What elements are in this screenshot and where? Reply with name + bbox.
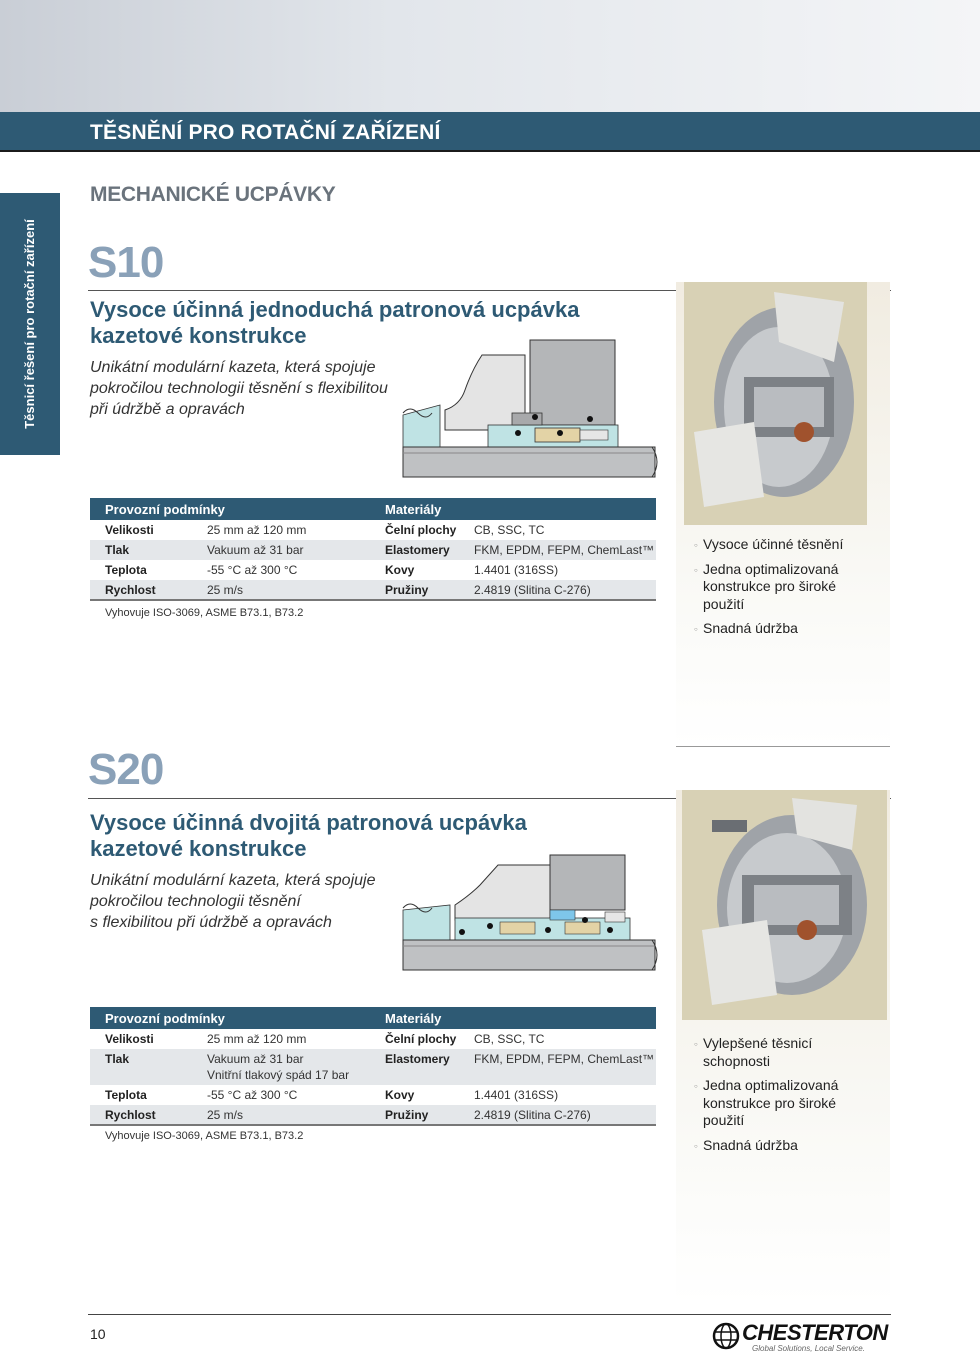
product-photo [682,790,887,1020]
spec-key: Velikosti [105,523,154,537]
list-item: ○ Snadná údržba [694,1137,864,1155]
description-line: při údržbě a opravách [90,401,245,418]
seal-cross-section-diagram [400,850,662,980]
spec-value: -55 °C až 300 °C [207,563,298,577]
product-photo [684,282,867,525]
side-tab[interactable] [0,193,60,455]
material-key: Čelní plochy [385,1032,457,1046]
spec-value-line: Vakuum až 31 bar [207,1052,304,1066]
feature-list [694,536,864,645]
feature-text: Vylepšené těsnicí schopnosti [703,1035,813,1069]
material-value: 2.4819 (Slitina C-276) [459,1105,656,1125]
seal-cross-section-diagram [400,335,662,480]
product-code: S20 [88,745,164,794]
specs-header-row [90,498,656,520]
product-name-line: Vysoce účinná jednoduchá patronová ucpávka [90,297,580,322]
standards-note: Vyhovuje ISO-3069, ASME B73.1, B73.2 [105,607,304,619]
material-value: CB, SSC, TC [474,1032,545,1046]
spec-value: 25 mm až 120 mm [207,1032,307,1046]
spec-key: Velikosti [105,1032,154,1046]
table-row [90,520,656,540]
description-line: pokročilou technologii těsnění s flexibilitou [90,380,388,397]
globe-icon [712,1322,740,1350]
section-subtitle: MECHANICKÉ UCPÁVKY [90,183,336,206]
material-value: 2.4819 (Slitina C-276) [459,580,656,600]
material-value: 1.4401 (316SS) [474,1088,559,1102]
table-row [90,540,656,560]
column-header: Provozní podmínky [90,498,370,520]
spec-value: 25 m/s [192,1105,370,1125]
standards-note: Vyhovuje ISO-3069, ASME B73.1, B73.2 [105,1130,304,1142]
material-key: Elastomery [370,1049,459,1085]
section-title-bar [0,112,980,152]
spec-key: Tlak [90,1049,192,1085]
spec-value: 25 mm až 120 mm [207,523,307,537]
material-key: Kovy [385,1088,415,1102]
footer-divider [88,1314,891,1315]
feature-text: Jedna optimalizovaná konstrukce pro široké použití [703,1077,839,1128]
table-row [90,1105,656,1125]
spec-value: Vakuum až 31 bar [192,540,370,560]
spec-key: Rychlost [90,1105,192,1125]
table-row [90,580,656,600]
product-name-line: kazetové konstrukce [90,836,307,861]
product-description [90,870,375,933]
spec-value [192,1049,370,1085]
list-item: ○ Snadná údržba [694,620,864,638]
page-number: 10 [90,1326,106,1342]
product-name-line: Vysoce účinná dvojitá patronová ucpávka [90,810,527,835]
spec-key: Teplota [105,1088,147,1102]
specs-header-row [90,1007,656,1029]
material-key: Kovy [385,563,415,577]
material-key: Pružiny [370,1105,459,1125]
specs-table [90,498,656,601]
description-line: Unikátní modulární kazeta, která spojuje [90,359,376,376]
material-value: FKM, EPDM, FEPM, ChemLast™ [459,1049,656,1085]
material-value: 1.4401 (316SS) [474,563,559,577]
column-divider [676,746,890,747]
column-header: Provozní podmínky [90,1007,370,1029]
side-tab-label: Těsnicí řešení pro rotační zařízení [22,219,37,429]
spec-value: -55 °C až 300 °C [207,1088,298,1102]
description-line: s flexibilitou při údržbě a opravách [90,914,332,931]
list-item [694,561,864,614]
logo-wordmark: CHESTERTON [742,1320,888,1345]
description-line: Unikátní modulární kazeta, která spojuje [90,872,376,889]
column-header: Materiály [370,1007,656,1029]
description-line: pokročilou technologii těsnění [90,893,301,910]
material-value: FKM, EPDM, FEPM, ChemLast™ [459,540,656,560]
specs-table [90,1007,656,1126]
material-key: Pružiny [370,580,459,600]
table-row [90,1085,656,1105]
table-row [90,560,656,580]
logo-tagline: Global Solutions, Local Service. [752,1344,865,1353]
feature-text: Jedna optimalizovaná konstrukce pro široké použití [703,560,839,612]
spec-key: Teplota [105,563,147,577]
material-value: CB, SSC, TC [474,523,545,537]
header-background [0,0,980,112]
page-title: TĚSNĚNÍ PRO ROTAČNÍ ZAŘÍZENÍ [90,121,441,144]
material-key: Čelní plochy [385,523,457,537]
list-item: ○ Vysoce účinné těsnění [694,536,864,554]
table-row [90,1049,656,1085]
spec-key: Tlak [90,540,192,560]
table-row [90,1029,656,1049]
spec-value: 25 m/s [192,580,370,600]
chesterton-logo[interactable] [712,1320,892,1354]
spec-value-line: Vnitřní tlakový spád 17 bar [207,1068,350,1082]
spec-key: Rychlost [90,580,192,600]
product-name-line: kazetové konstrukce [90,323,307,348]
list-item [694,1077,864,1130]
feature-list [694,1035,864,1161]
material-key: Elastomery [370,540,459,560]
product-description [90,357,388,420]
product-code: S10 [88,238,164,287]
list-item [694,1035,824,1070]
column-header: Materiály [370,498,656,520]
